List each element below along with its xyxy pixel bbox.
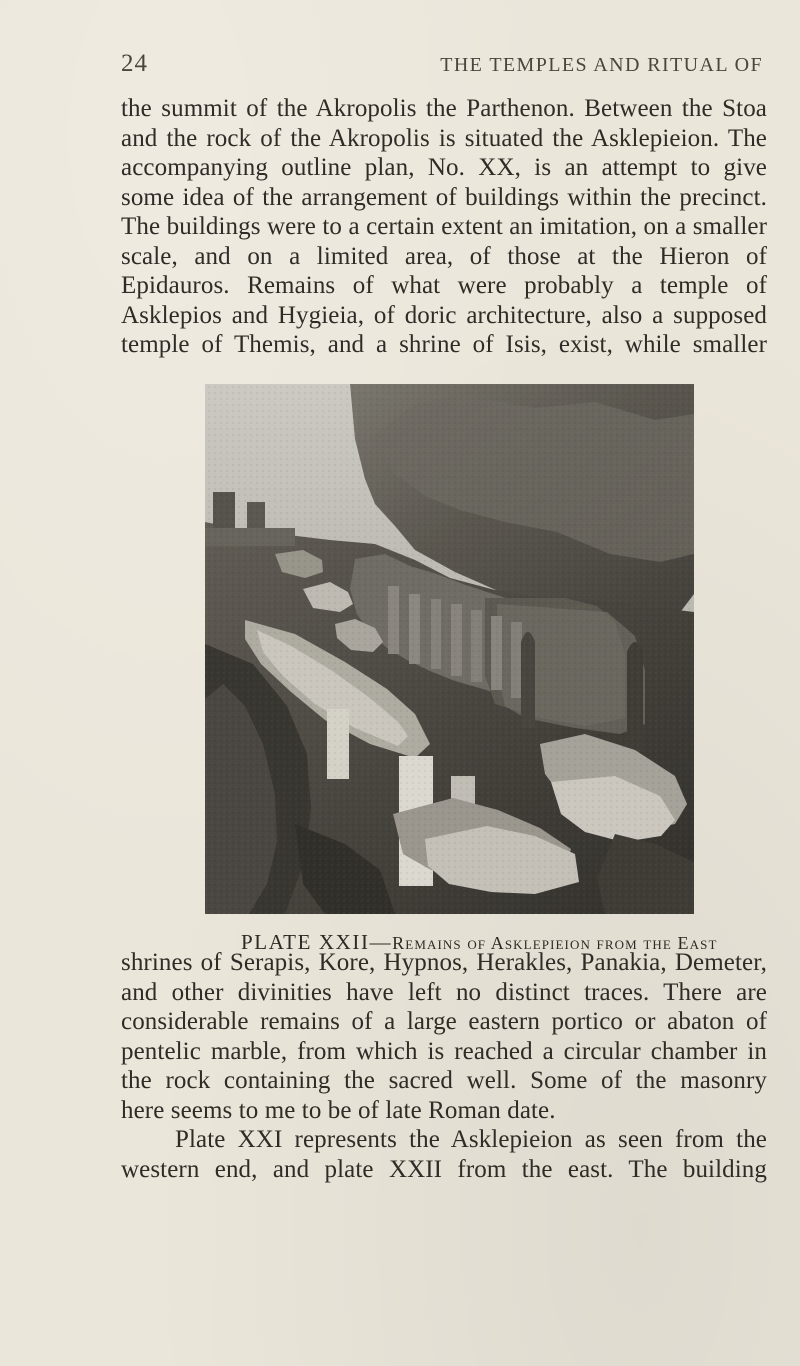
text-line: here seems to me to be of late Roman date. xyxy=(121,1096,556,1124)
text-line: the rock containing the sacred well. Some of the masonry xyxy=(121,1067,767,1094)
text-line: Asklepios and Hygieia, of doric architecture, also a supposed xyxy=(121,301,767,329)
text-line: scale, and on a limited area, of those at the Hieron of xyxy=(121,242,767,270)
text-line: western end, and plate XXII from the east. The building xyxy=(121,1155,767,1183)
text-line: Plate XXI represents the Asklepieion as seen from the xyxy=(175,1126,767,1153)
bottom-paragraph xyxy=(121,948,767,1184)
text-line: some idea of the arrangement of buildings within the precinct. xyxy=(121,183,767,211)
text-line: and other divinities have left no distinct traces. There are xyxy=(121,978,767,1006)
text-line: considerable remains of a large eastern portico or abaton of xyxy=(121,1008,767,1035)
text-line: the summit of the Akropolis the Parthenon. Between the Stoa xyxy=(121,95,767,122)
ruins-photograph xyxy=(205,384,694,914)
text-line: and the rock of the Akropolis is situated the Asklepieion. The xyxy=(121,124,767,152)
text-line: accompanying outline plan, No. XX, is an attempt to give xyxy=(121,154,767,181)
text-line: Epidauros. Remains of what were probably a temple of xyxy=(121,272,767,299)
running-title: THE TEMPLES AND RITUAL OF xyxy=(440,54,763,76)
page-number: 24 xyxy=(121,50,148,77)
plate-caption-prefix: PLATE XXII— xyxy=(241,930,393,954)
plate-caption-text: Remains of Asklepieion from the East xyxy=(392,933,718,953)
text-line: shrines of Serapis, Kore, Hypnos, Herakles, Panakia, Demeter, xyxy=(121,949,767,976)
plate-photograph xyxy=(205,384,694,914)
text-line: temple of Themis, and a shrine of Isis, exist, while smaller xyxy=(121,331,767,358)
running-head xyxy=(121,48,767,80)
top-paragraph xyxy=(121,94,767,360)
text-line: The buildings were to a certain extent an imitation, on a smaller xyxy=(121,213,767,240)
text-line: pentelic marble, from which is reached a circular chamber in xyxy=(121,1037,767,1065)
